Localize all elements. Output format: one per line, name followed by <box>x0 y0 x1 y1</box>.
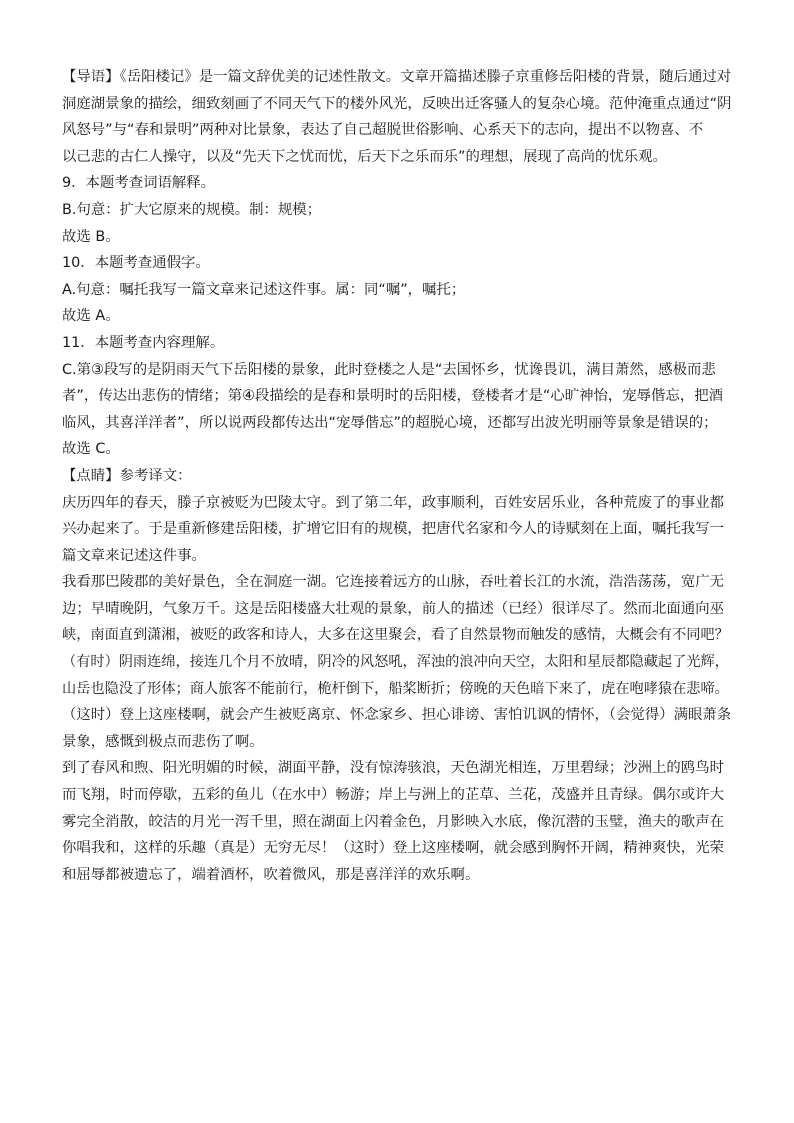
text-line: 者”，传达出悲伤的情绪；第④段描绘的是春和景明时的岳阳楼，登楼者才是“心旷神怡，宠辱偕忘，把酒 <box>62 388 724 405</box>
text-line: 以己悲的古仁人操守，以及“先天下之忧而忧，后天下之乐而乐”的理想，展现了高尚的忧乐观。 <box>62 148 667 165</box>
text-line: 临风，其喜洋洋者”，所以说两段都传达出“宠辱偕忘”的超脱心境，还都写出波光明丽等景象是错误的； <box>62 414 718 431</box>
document-body <box>62 64 734 888</box>
answer-line: 故选 A。 <box>62 308 120 325</box>
text-line: 风怒号”与“春和景明”两种对比景象，表达了自己超脱世俗影响、心系天下的志向，提出不以物喜、不 <box>62 122 704 139</box>
text-line: 篇文章来记述这件事。 <box>62 547 206 564</box>
text-line: 兴办起来了。于是重新修建岳阳楼，扩增它旧有的规模，把唐代名家和今人的诗赋刻在上面，嘱托我写一 <box>62 521 724 538</box>
question-heading: 10．本题考查通假字。 <box>62 255 210 272</box>
question-heading: 11．本题考查内容理解。 <box>62 334 225 351</box>
text-line: 而飞翔，时而停歇，五彩的鱼儿（在水中）畅游；岸上与洲上的芷草、兰花，茂盛并且青绿。偶尔或许大 <box>62 787 724 804</box>
text-line: 山岳也隐没了形体；商人旅客不能前行，桅杆倒下，船桨断折；傍晚的天色暗下来了，虎在咆哮猿在悲啼。 <box>62 680 729 697</box>
text-line: （这时）登上这座楼啊，就会产生被贬离京、怀念家乡、担心诽谤、害怕讥讽的情怀，（会觉得）满眼萧条 <box>62 707 732 724</box>
text-line: （有时）阴雨连绵，接连几个月不放晴，阴冷的风怒吼，浑浊的浪冲向天空，太阳和星辰都隐藏起了光辉， <box>62 654 729 671</box>
text-line: 【导语】《岳阳楼记》是一篇文辞优美的记述性散文。文章开篇描述滕子京重修岳阳楼的背景，随后通过对 <box>62 69 732 85</box>
answer-line: 故选 C。 <box>62 441 120 458</box>
text-line: A.句意：嘱托我写一篇文章来记述这件事。属：同“嘱”，嘱托； <box>62 281 466 298</box>
text-line: 边；早晴晚阴，气象万千。这是岳阳楼盛大壮观的景象，前人的描述（已经）很详尽了。然而北面通向巫 <box>62 600 724 617</box>
text-line: B.句意：扩大它原来的规模。制：规模； <box>62 201 322 218</box>
text-line: 庆历四年的春天，滕子京被贬为巴陵太守。到了第二年，政事顺利，百姓安居乐业，各种荒废了的事业都 <box>62 494 724 511</box>
text-line: 你唱我和，这样的乐趣（真是）无穷无尽！（这时）登上这座楼啊，就会感到胸怀开阔，精神爽快，光荣 <box>62 840 724 857</box>
text-line: C.第③段写的是阴雨天气下岳阳楼的景象，此时登楼之人是“去国怀乡，忧谗畏讥，满目萧然，感极而悲 <box>62 361 716 378</box>
question-heading: 9．本题考查词语解释。 <box>62 175 216 192</box>
text-line: 到了春风和煦、阳光明媚的时候，湖面平静，没有惊涛骇浪，天色湖光相连，万里碧绿；沙洲上的鸥鸟时 <box>62 760 724 777</box>
text-line: 景象，感慨到极点而悲伤了啊。 <box>62 733 264 750</box>
text-line: 雾完全消散，皎洁的月光一泻千里，照在湖面上闪着金色，月影映入水底，像沉潜的玉璧，渔夫的歌声在 <box>62 813 724 830</box>
text-line: 我看那巴陵郡的美好景色，全在洞庭一湖。它连接着远方的山脉，吞吐着长江的水流，浩浩荡荡，宽广无 <box>62 574 724 591</box>
text-line: 洞庭湖景象的描绘，细致刻画了不同天气下的楼外风光，反映出迁客骚人的复杂心境。范仲淹重点通过“阴 <box>62 95 732 112</box>
section-heading: 【点睛】参考译文： <box>62 467 192 484</box>
answer-line: 故选 B。 <box>62 228 120 245</box>
text-line: 峡，南面直到潇湘，被贬的政客和诗人，大多在这里聚会，看了自然景物而触发的感情，大概会有不同吧？ <box>62 627 729 644</box>
text-line: 和屈辱都被遗忘了，端着酒杯，吹着微风，那是喜洋洋的欢乐啊。 <box>62 866 480 883</box>
